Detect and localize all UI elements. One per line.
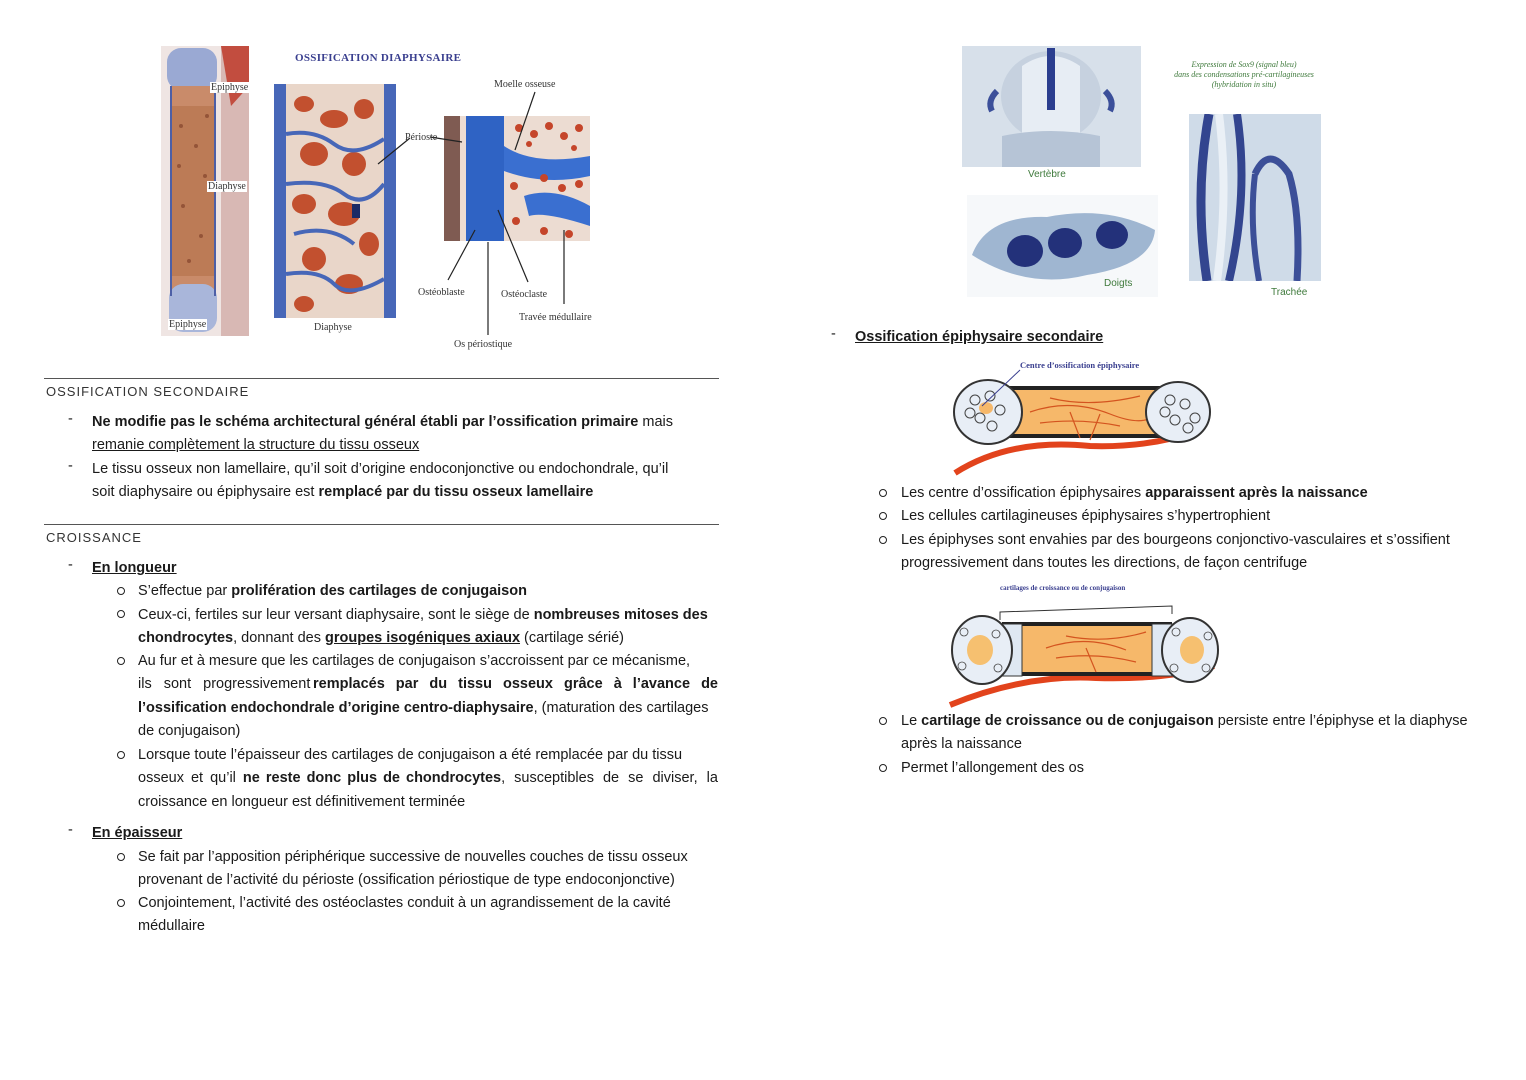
longueur-item-4	[138, 744, 718, 814]
longueur-3-line3-bold: l’ossification endochondrale d’origine centro-diaphysaire	[138, 699, 534, 716]
secondary-item-2-bold: remplacé par du tissu osseux lamellaire	[318, 484, 594, 501]
label-trachee: Trachée	[1271, 287, 1308, 298]
epaisseur-2-line1: Conjointement, l’activité des ostéoclastes conduit à un agrandissement de la cavité	[138, 895, 671, 911]
longueur-2-underline-bold: groupes isogéniques axiaux	[325, 630, 521, 647]
dash-marker: -	[831, 326, 836, 342]
label-osteoblaste: Ostéoblaste	[418, 287, 465, 298]
label-epiphyse-top: Epiphyse	[211, 82, 249, 93]
section-divider	[44, 378, 719, 379]
circle-bullet	[117, 587, 125, 595]
longueur-4-line3: croissance en longueur est définitivement terminée	[138, 793, 466, 810]
circle-bullet	[879, 536, 887, 544]
longueur-4-line1: Lorsque toute l’épaisseur des cartilages de conjugaison a été remplacée par du tissu	[138, 747, 683, 763]
dash-marker: -	[68, 557, 73, 573]
label-diaphyse-side: Diaphyse	[208, 181, 246, 192]
secondary-item-1-bold: Ne modifie pas le schéma architectural général établi par l’ossification primaire	[92, 414, 639, 430]
circle-bullet	[879, 512, 887, 520]
longueur-1-bold: prolifération des cartilages de conjugaison	[231, 583, 527, 599]
secondary-item-2-line1: Le tissu osseux non lamellaire, qu’il soit d’origine endoconjonctive ou endochondrale, qu’il	[92, 461, 669, 477]
longueur-item-1	[138, 580, 718, 603]
heading-ossification-epiphysaire	[855, 326, 1103, 349]
en-epaisseur-title: En épaisseur	[92, 825, 183, 841]
circle-bullet	[879, 489, 887, 497]
circle-bullet	[117, 657, 125, 665]
longueur-3-line3-end: , (maturation des cartilages	[533, 699, 709, 716]
dash-marker: -	[68, 411, 73, 427]
figure-title: OSSIFICATION DIAPHYSAIRE	[295, 52, 462, 64]
longueur-3-line4: de conjugaison)	[138, 722, 241, 739]
secondary-item-1-after: mais	[638, 414, 674, 430]
label-travee: Travée médullaire	[519, 312, 592, 323]
vertebra-image	[962, 46, 1141, 167]
subheading-en-epaisseur	[92, 822, 182, 845]
longueur-item-3	[138, 650, 718, 743]
label-moelle: Moelle osseuse	[494, 79, 556, 90]
epiphysaire-4-line2: après la naissance	[901, 736, 1022, 753]
label-osteoclaste: Ostéoclaste	[501, 289, 548, 300]
secondary-item-1	[92, 411, 722, 458]
epiphysaire-item-3	[901, 529, 1501, 576]
epaisseur-1-line2: provenant de l’activité du périoste (ossification périostique de type endoconjonctive)	[138, 872, 675, 889]
longueur-3-bold: remplacés par du tissu osseux grâce à l’avance de	[313, 676, 718, 693]
epaisseur-1-line1: Se fait par l’apposition périphérique successive de nouvelles couches de tissu osseux	[138, 849, 688, 865]
secondary-item-2	[92, 458, 722, 505]
longueur-item-2	[138, 604, 718, 651]
epiphyseal-ossification-diagram	[950, 368, 1214, 476]
epiphysaire-3-line2: progressivement dans toutes les directions, de façon centrifuge	[901, 555, 1308, 572]
label-perioste: Périoste	[405, 132, 438, 143]
sox9-caption-line2: dans des condensations pré-cartilagineuses	[1174, 70, 1314, 79]
epiphysaire-item-4	[901, 710, 1501, 757]
epiphysaire-4-bold: cartilage de croissance ou de conjugaison	[921, 713, 1214, 729]
trachea-image	[1189, 114, 1321, 281]
longueur-2-pre: Ceux-ci, fertiles sur leur versant diaphysaire, sont le siège de	[138, 607, 534, 623]
dash-marker: -	[68, 458, 73, 474]
label-epiphyse-bottom: Epiphyse	[169, 319, 207, 330]
secondary-item-1-underline: remanie complètement la structure du tissu osseux	[92, 437, 420, 454]
epiphysaire-4-end: persiste entre l’épiphyse et la diaphyse	[1213, 713, 1468, 729]
circle-bullet	[879, 717, 887, 725]
epiphysaire-title: Ossification épiphysaire secondaire	[855, 329, 1104, 345]
longueur-4-pre: osseux et qu’il	[138, 770, 243, 787]
longueur-3-pre: ils sont progressivement	[138, 676, 311, 693]
longueur-2-mid: , donnant des	[233, 630, 326, 647]
epaisseur-2-line2: médullaire	[138, 918, 205, 935]
section-heading-croissance: CROISSANCE	[46, 530, 142, 545]
epiphysaire-1-pre: Les centre d’ossification épiphysaires	[901, 485, 1146, 501]
section-divider	[44, 524, 719, 525]
epiphysaire-item-2: Les cellules cartilagineuses épiphysaires s’hypertrophient	[901, 508, 1271, 524]
longueur-2-bold2: chondrocytes	[138, 630, 234, 647]
longueur-2-end: (cartilage sérié)	[520, 630, 624, 647]
circle-bullet	[117, 610, 125, 618]
epiphysaire-4-pre: Le	[901, 713, 922, 729]
label-os-periostique: Os périostique	[454, 339, 513, 350]
epiphysaire-item-5: Permet l’allongement des os	[901, 760, 1084, 776]
longueur-2-bold1: nombreuses mitoses des	[533, 607, 708, 623]
sox9-caption	[1162, 60, 1326, 90]
epiphysaire-3-line1: Les épiphyses sont envahies par des bourgeons conjonctivo-vasculaires et s’ossifient	[901, 532, 1450, 548]
section-heading-ossification-secondaire: OSSIFICATION SECONDAIRE	[46, 384, 250, 399]
growth-cartilage-diagram	[946, 592, 1222, 708]
dash-marker: -	[68, 822, 73, 838]
figure-leader-lines	[370, 80, 620, 350]
epaisseur-item-1	[138, 846, 728, 893]
longueur-4-bold: ne reste donc plus de chondrocytes	[242, 770, 502, 787]
diagram1-label: Centre d’ossification épiphysaire	[1020, 360, 1140, 370]
label-vertebre: Vertèbre	[1028, 169, 1066, 180]
longueur-4-end: , susceptibles de se diviser, la	[501, 770, 718, 787]
diagram2-label: cartilages de croissance ou de conjugaison	[1000, 584, 1126, 592]
longueur-3-line1: Au fur et à mesure que les cartilages de conjugaison s’accroissent par ce mécanisme,	[138, 653, 691, 669]
circle-bullet	[117, 751, 125, 759]
epiphysaire-1-bold: apparaissent après la naissance	[1145, 485, 1368, 501]
label-doigts: Doigts	[1104, 278, 1133, 289]
epiphysaire-item-1	[901, 482, 1491, 505]
sox9-caption-line1: Expression de Sox9 (signal bleu)	[1191, 60, 1297, 69]
sox9-caption-line3: (hybridation in situ)	[1211, 80, 1277, 89]
circle-bullet	[117, 899, 125, 907]
longueur-1-pre: S’effectue par	[138, 583, 232, 599]
en-longueur-title: En longueur	[92, 560, 177, 576]
circle-bullet	[117, 853, 125, 861]
secondary-item-2-pre: soit diaphysaire ou épiphysaire est	[92, 484, 319, 501]
circle-bullet	[879, 764, 887, 772]
label-diaphyse-bottom: Diaphyse	[314, 322, 352, 333]
epaisseur-item-2	[138, 892, 728, 939]
subheading-en-longueur	[92, 557, 177, 580]
